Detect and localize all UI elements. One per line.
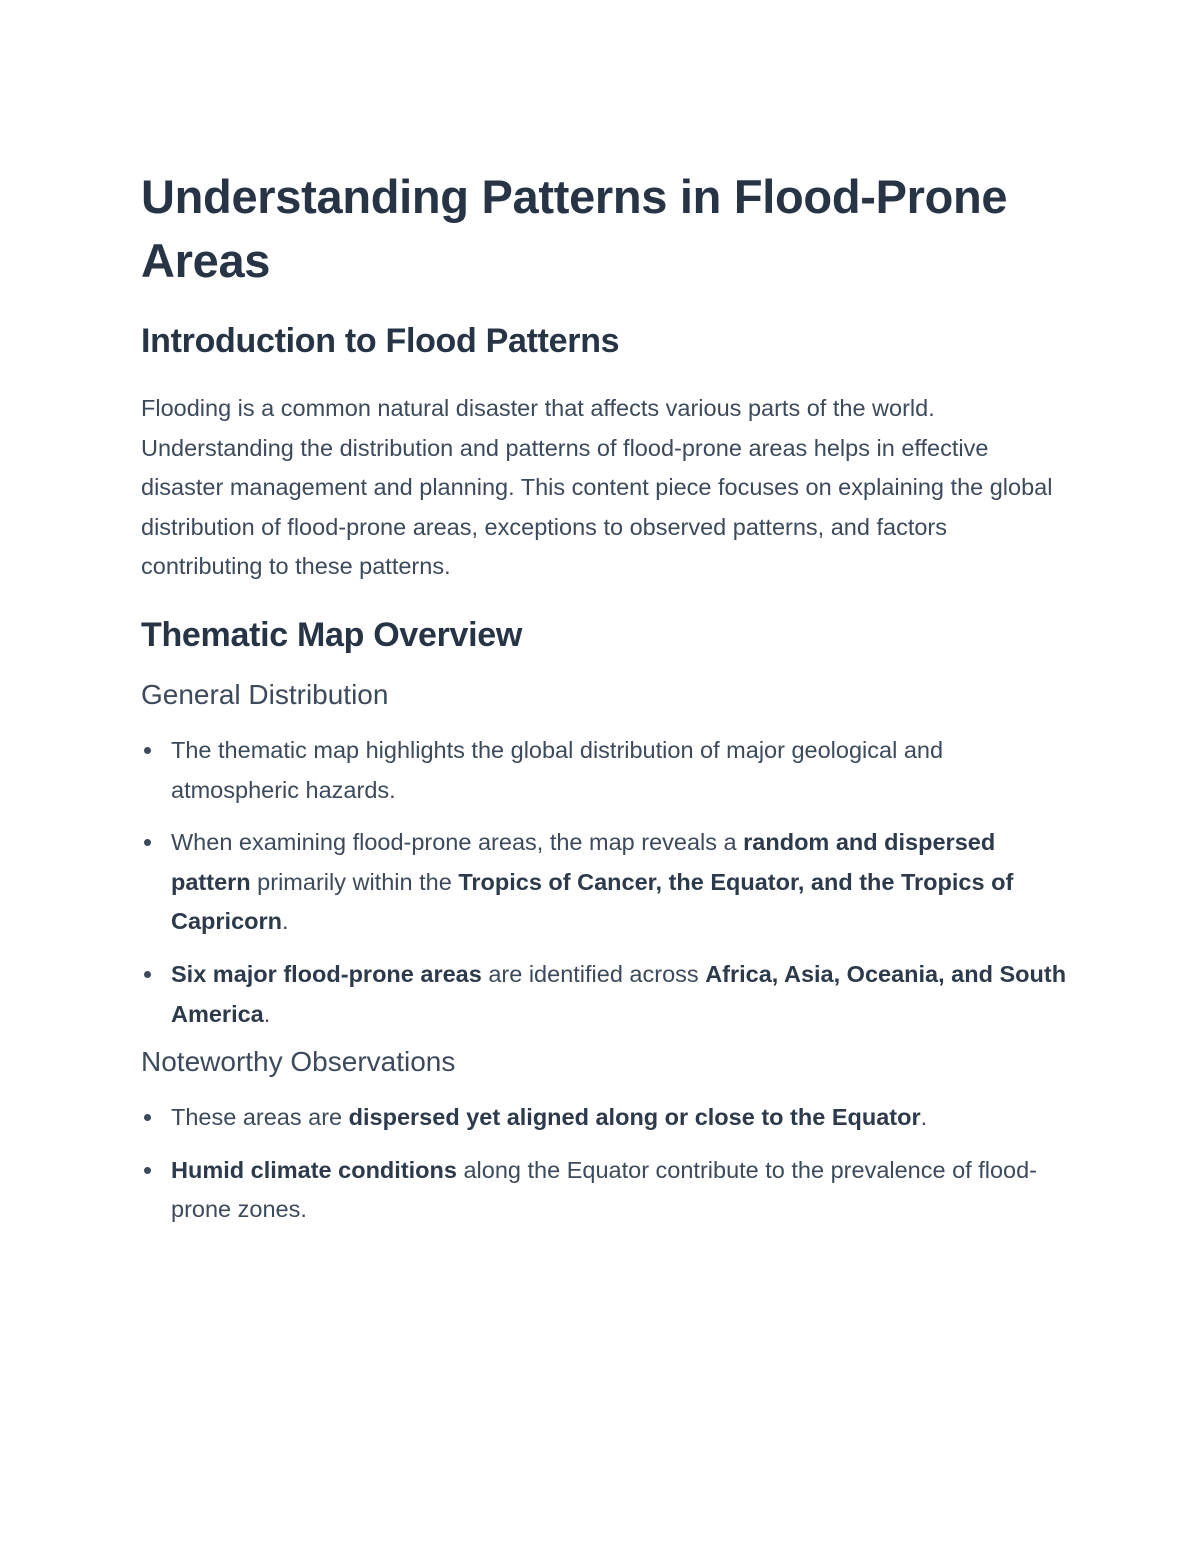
list-item — [141, 1151, 1071, 1230]
list-item-emphasis: Six major flood-prone areas — [171, 960, 482, 987]
list-item — [141, 955, 1071, 1034]
section-heading-introduction: Introduction to Flood Patterns — [141, 322, 620, 360]
list-item — [141, 731, 1071, 810]
observations-list — [141, 1098, 1071, 1230]
list-item-emphasis: Tropics of Cancer, the Equator, and the Tropics of Capricorn — [171, 868, 1014, 935]
list-item-text: These areas are — [171, 1104, 349, 1131]
page-title: Understanding Patterns in Flood-Prone Areas — [141, 170, 1008, 287]
document-page — [141, 165, 1071, 1243]
section-heading-thematic-map: Thematic Map Overview — [141, 615, 523, 654]
subsection-heading-general-distribution: General Distribution — [141, 678, 389, 710]
list-item — [141, 823, 1071, 942]
list-item-text: . — [920, 1104, 928, 1131]
bullet-icon — [144, 839, 151, 846]
list-item-text: When examining flood-prone areas, the map reveals a — [171, 829, 744, 856]
bullet-icon — [144, 971, 151, 978]
subsection-heading-noteworthy-observations: Noteworthy Observations — [141, 1046, 456, 1078]
list-item-emphasis: random and dispersed pattern — [171, 829, 996, 895]
list-item-text: along the Equator contribute to the prevalence of flood-prone zones. — [171, 1156, 1038, 1223]
bullet-icon — [144, 1114, 151, 1121]
bullet-icon — [144, 1167, 151, 1174]
list-item-text: primarily within the — [250, 868, 459, 895]
list-item-text: . — [282, 908, 289, 935]
list-item-text: The thematic map highlights the global distribution of major geological and atmospheric hazards. — [171, 736, 944, 803]
general-distribution-list — [141, 731, 1071, 1034]
list-item-emphasis: Humid climate conditions — [171, 1156, 457, 1183]
list-item-text: are identified across — [481, 960, 706, 987]
bullet-icon — [144, 747, 151, 754]
list-item-text: . — [263, 1000, 271, 1027]
list-item — [141, 1098, 1071, 1138]
list-item-emphasis: dispersed yet aligned along or close to the Equator — [348, 1104, 921, 1131]
list-item-emphasis: Africa, Asia, Oceania, and South America — [171, 960, 1067, 1027]
intro-paragraph: Flooding is a common natural disaster that affects various parts of the world. Understanding the distribution and patterns of flood-prone areas helps in effective disaster management and planning. This content piece focuses on explaining the global distribution of flood-prone areas, exceptions to observed patterns, and factors contributing to these patterns. — [141, 395, 1053, 580]
